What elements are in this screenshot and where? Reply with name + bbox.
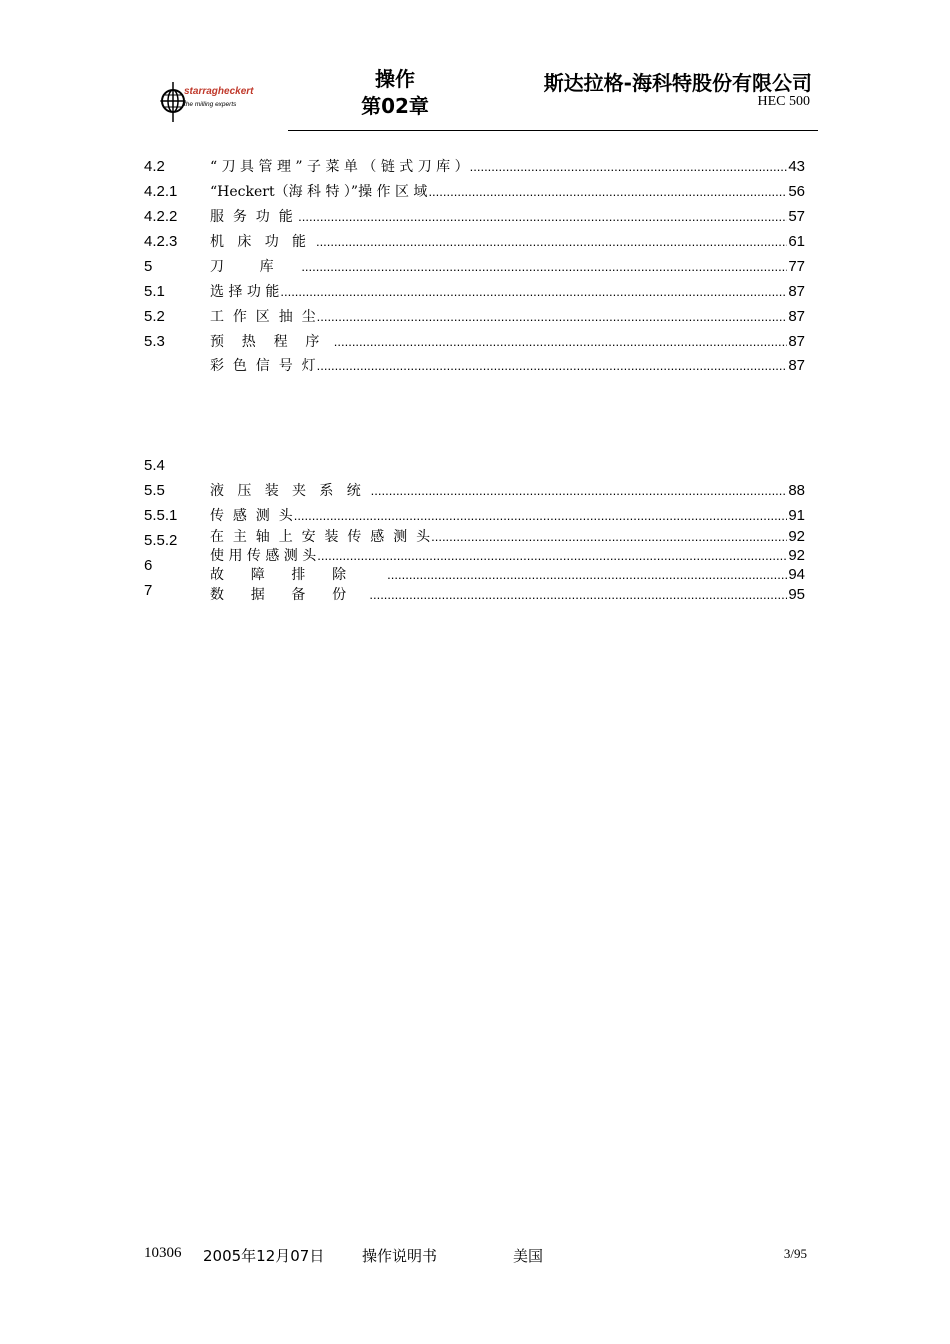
toc-number: 5.5.1 [144, 507, 178, 524]
chapter-title: 第02章 [361, 94, 429, 118]
toc-title: 传 感 测 头 [210, 508, 293, 524]
logo-tagline: the milling experts [184, 101, 237, 108]
toc-title: 刀 库 [210, 259, 301, 275]
toc-leader [387, 566, 787, 584]
toc-title: 彩 色 信 号 灯 [210, 358, 316, 374]
logo-brand-text: starragheckert [184, 86, 254, 97]
toc-page: 56 [788, 183, 805, 200]
toc-title: 预 热 程 序 [210, 334, 333, 350]
toc-entry[interactable] [210, 283, 805, 301]
toc-entry[interactable] [210, 566, 805, 584]
toc-leader [280, 283, 787, 301]
toc-page: 57 [788, 208, 805, 225]
toc-leader [317, 308, 788, 326]
company-name: 斯达拉格-海科特股份有限公司 [543, 71, 812, 95]
toc-leader [317, 357, 788, 375]
toc-leader [428, 183, 787, 201]
toc-leader [369, 586, 787, 604]
toc-title: 在 主 轴 上 安 装 传 感 测 头 [210, 529, 431, 545]
company-logo [158, 80, 278, 124]
toc-leader [301, 258, 787, 276]
toc-entry[interactable] [210, 208, 805, 226]
toc-entry[interactable] [210, 183, 805, 201]
toc-number: 5.3 [144, 333, 165, 350]
toc-number: 5.1 [144, 283, 165, 300]
toc-title: “Heckert（海 科 特 ）”操 作 区 域 [210, 184, 428, 200]
toc-title: 服 务 功 能 [210, 209, 298, 225]
toc-title: 使 用 传 感 测 头 [210, 548, 317, 564]
toc-title: 工 作 区 抽 尘 [210, 309, 316, 325]
footer-page-number: 3/95 [783, 1246, 807, 1261]
toc-title: 选 择 功 能 [210, 284, 280, 300]
toc-page: 87 [788, 333, 805, 350]
toc-number: 7 [144, 582, 153, 599]
toc-leader [470, 158, 788, 176]
toc-number: 5 [144, 258, 153, 275]
toc-page: 94 [788, 566, 805, 583]
toc-entry[interactable] [210, 333, 805, 351]
footer-country: 美国 [513, 1247, 544, 1265]
toc-page: 95 [788, 586, 805, 603]
toc-number: 5.5.2 [144, 532, 178, 549]
toc-entry[interactable] [210, 547, 805, 565]
toc-number: 5.5 [144, 482, 165, 499]
toc-page: 77 [788, 258, 805, 275]
footer-doc-type: 操作说明书 [362, 1247, 438, 1265]
toc-leader [431, 528, 787, 546]
toc-number: 5.4 [144, 457, 165, 474]
footer-date: 2005年12月07日 [203, 1247, 325, 1265]
toc-entry[interactable] [210, 308, 805, 326]
toc-entry[interactable] [210, 482, 805, 500]
section-title: 操作 [375, 67, 415, 91]
toc-entry[interactable] [210, 233, 805, 251]
toc-title: 数 据 备 份 [210, 587, 369, 603]
toc-page: 87 [788, 283, 805, 300]
toc-page: 87 [788, 357, 805, 374]
toc-page: 43 [788, 158, 805, 175]
toc-number: 4.2.1 [144, 183, 178, 200]
toc-page: 88 [788, 482, 805, 499]
toc-title: 故 障 排 除 [210, 567, 387, 583]
toc-page: 87 [788, 308, 805, 325]
toc-entry[interactable] [210, 586, 805, 604]
toc-leader [298, 208, 787, 226]
model-name: HEC 500 [757, 94, 810, 109]
toc-entry[interactable] [210, 258, 805, 276]
toc-entry[interactable] [210, 357, 805, 375]
toc-leader [316, 233, 787, 251]
toc-page: 92 [788, 547, 805, 564]
toc-title: “ 刀 具 管 理 ” 子 菜 单 （ 链 式 刀 库 ） [210, 159, 469, 175]
toc-entry[interactable] [210, 528, 805, 546]
toc-number: 5.2 [144, 308, 165, 325]
toc-leader [317, 547, 787, 565]
toc-number: 4.2 [144, 158, 165, 175]
toc-page: 91 [788, 507, 805, 524]
toc-page: 92 [788, 528, 805, 545]
toc-number: 4.2.2 [144, 208, 178, 225]
toc-title: 液 压 装 夹 系 统 [210, 483, 370, 499]
footer-doc-code: 10306 [144, 1245, 182, 1261]
toc-leader [334, 333, 788, 351]
toc-entry[interactable] [210, 507, 805, 525]
toc-title: 机 床 功 能 [210, 234, 315, 250]
toc-number: 4.2.3 [144, 233, 178, 250]
toc-number: 6 [144, 557, 153, 574]
toc-page: 61 [788, 233, 805, 250]
toc-leader [294, 507, 788, 525]
toc-entry[interactable] [210, 158, 805, 176]
toc-leader [371, 482, 788, 500]
header-divider [288, 130, 818, 131]
